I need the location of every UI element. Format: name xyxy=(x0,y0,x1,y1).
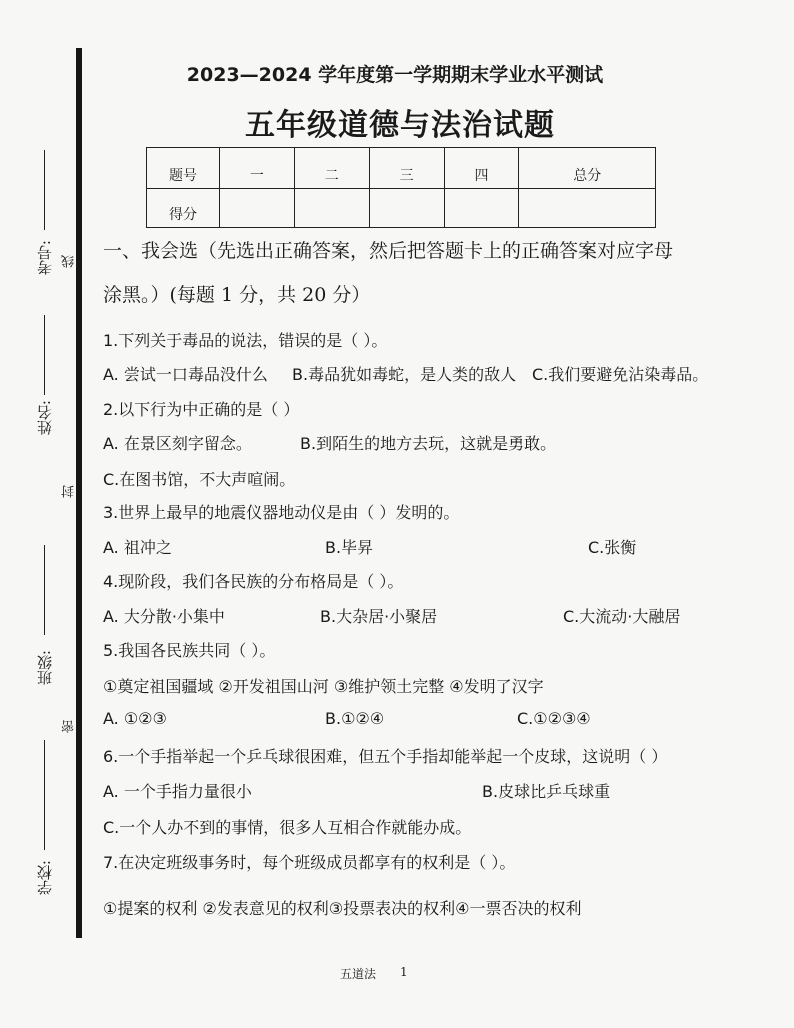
question-5-option-a[interactable]: A. ①②③ xyxy=(103,709,167,728)
class-rule xyxy=(44,545,45,635)
score-cell-col2: 二 xyxy=(294,148,369,189)
exam-title: 五年级道德与法治试题 xyxy=(245,108,555,143)
question-5-option-b[interactable]: B.①②④ xyxy=(325,709,385,728)
name-rule xyxy=(44,315,45,395)
score-cell-col1: 一 xyxy=(220,148,295,189)
footer-subject: 五道法 xyxy=(340,967,377,981)
score-input-4[interactable] xyxy=(444,189,519,228)
score-table-score-row xyxy=(147,189,656,228)
question-6-option-a[interactable]: A. 一个手指力量很小 xyxy=(103,782,252,801)
question-2-option-c[interactable]: C.在图书馆，不大声喧闹。 xyxy=(103,470,296,489)
question-3-option-a[interactable]: A. 祖冲之 xyxy=(103,538,172,557)
question-5-stem: 5.我国各民族共同（ ）。 xyxy=(103,641,276,660)
score-cell-col3: 三 xyxy=(369,148,444,189)
exam-subtitle: 2023—2024 学年度第一学期期末学业水平测试 xyxy=(186,64,604,86)
school-rule xyxy=(44,740,45,850)
score-table-header-row xyxy=(147,148,656,189)
class-label: 班级: xyxy=(36,650,54,686)
question-3-stem: 3.世界上最早的地震仪器地动仪是由（ ）发明的。 xyxy=(103,503,460,522)
exam-no-rule xyxy=(44,150,45,230)
score-cell-col4: 四 xyxy=(444,148,519,189)
score-table xyxy=(146,147,656,228)
score-input-3[interactable] xyxy=(369,189,444,228)
section-heading-line2: 涂黑。）(每题 1 分，共 20 分） xyxy=(103,284,371,306)
question-3-option-b[interactable]: B.毕昇 xyxy=(325,538,374,557)
score-row-label: 得分 xyxy=(147,189,220,228)
question-1-stem: 1.下列关于毒品的说法，错误的是（ ）。 xyxy=(103,331,388,350)
question-4-stem: 4.现阶段，我们各民族的分布格局是（ ）。 xyxy=(103,572,404,591)
question-2-option-a[interactable]: A. 在景区刻字留念。 xyxy=(103,434,252,453)
question-6-option-b[interactable]: B.皮球比乒乓球重 xyxy=(482,782,611,801)
question-7-stem: 7.在决定班级事务时，每个班级成员都享有的权利是（ ）。 xyxy=(103,853,516,872)
question-2-option-b[interactable]: B.到陌生的地方去玩，这就是勇敢。 xyxy=(300,434,557,453)
question-1-option-a[interactable]: A. 尝试一口毒品没什么 xyxy=(103,365,268,384)
question-4-option-b[interactable]: B.大杂居·小聚居 xyxy=(320,607,438,626)
seal-char-line: 线 xyxy=(62,255,77,268)
question-6-stem: 6.一个手指举起一个乒乓球很困难，但五个手指却能举起一个皮球，这说明（ ） xyxy=(103,747,668,766)
question-3-option-c[interactable]: C.张衡 xyxy=(588,538,637,557)
question-2-stem: 2.以下行为中正确的是（ ） xyxy=(103,400,300,419)
question-1-option-c[interactable]: C.我们要避免沾染毒品。 xyxy=(532,365,709,384)
school-label: 学校: xyxy=(36,860,54,896)
name-label: 姓名: xyxy=(36,400,54,436)
seal-char-secret: 密 xyxy=(62,720,77,733)
score-input-total[interactable] xyxy=(519,189,656,228)
score-input-1[interactable] xyxy=(220,189,295,228)
section-heading-line1: 一、我会选（先选出正确答案，然后把答题卡上的正确答案对应字母 xyxy=(103,240,674,262)
page-number: 1 xyxy=(400,965,408,979)
score-input-2[interactable] xyxy=(294,189,369,228)
score-cell-total: 总分 xyxy=(519,148,656,189)
score-cell-label: 题号 xyxy=(147,148,220,189)
seal-char-seal: 封 xyxy=(62,485,77,498)
question-5-option-c[interactable]: C.①②③④ xyxy=(517,709,591,728)
question-1-option-b[interactable]: B.毒品犹如毒蛇，是人类的敌人 xyxy=(292,365,517,384)
exam-no-label: 考号: xyxy=(36,240,54,276)
question-4-option-c[interactable]: C.大流动·大融居 xyxy=(563,607,681,626)
question-7-items: ①提案的权利 ②发表意见的权利③投票表决的权利④一票否决的权利 xyxy=(103,899,582,918)
question-6-option-c[interactable]: C.一个人办不到的事情，很多人互相合作就能办成。 xyxy=(103,818,472,837)
question-5-items: ①奠定祖国疆域 ②开发祖国山河 ③维护领土完整 ④发明了汉字 xyxy=(103,677,544,696)
question-4-option-a[interactable]: A. 大分散·小集中 xyxy=(103,607,225,626)
